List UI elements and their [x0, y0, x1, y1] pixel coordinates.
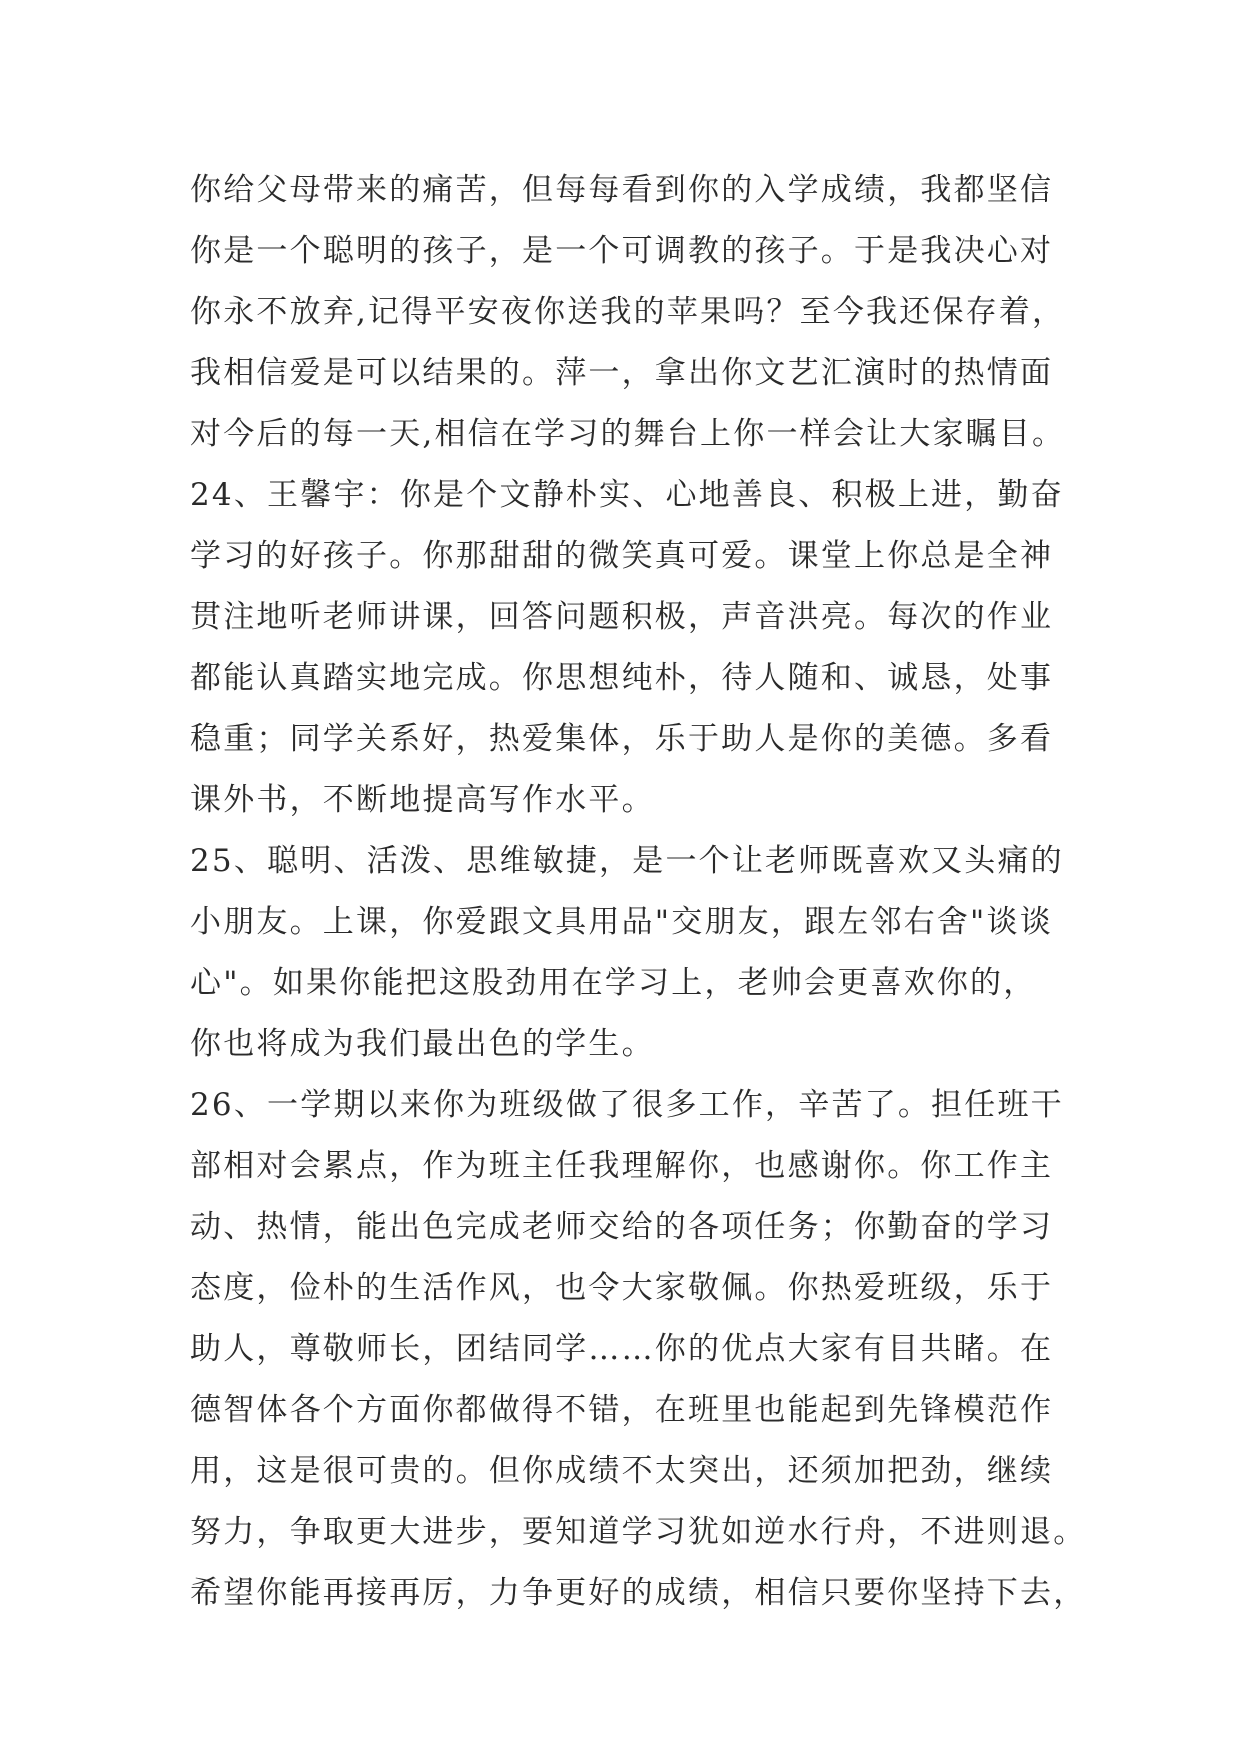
text-line: 24、王馨宇：你是个文静朴实、心地善良、积极上进，勤奋	[190, 477, 1064, 513]
text-line: 用，这是很可贵的。但你成绩不太突出，还须加把劲，继续	[190, 1453, 1054, 1489]
text-line: 课外书，不断地提高写作水平。	[190, 782, 655, 818]
text-line: 我相信爱是可以结果的。萍一，拿出你文艺汇演时的热情面	[190, 355, 1054, 391]
text-line: 稳重；同学关系好，热爱集体，乐于助人是你的美德。多看	[190, 721, 1054, 757]
text-line: 25、聪明、活泼、思维敏捷，是一个让老师既喜欢又头痛的	[190, 843, 1064, 879]
text-line: 对今后的每一天,相信在学习的舞台上你一样会让大家瞩目。	[190, 416, 1066, 452]
text-line: 心"。如果你能把这股劲用在学习上，老帅会更喜欢你的，	[190, 965, 1037, 1001]
text-line: 德智体各个方面你都做得不错，在班里也能起到先锋模范作	[190, 1392, 1054, 1428]
body-text	[190, 160, 1087, 1624]
text-line: 你永不放弃,记得平安夜你送我的苹果吗？至今我还保存着，	[190, 294, 1066, 330]
text-line: 学习的好孩子。你那甜甜的微笑真可爱。课堂上你总是全神	[190, 538, 1054, 574]
text-line: 贯注地听老师讲课，回答问题积极，声音洪亮。每次的作业	[190, 599, 1054, 635]
text-line: 26、一学期以来你为班级做了很多工作，辛苦了。担任班干	[190, 1087, 1064, 1123]
text-line: 动、热情，能出色完成老师交给的各项任务；你勤奋的学习	[190, 1209, 1054, 1245]
text-line: 你是一个聪明的孩子，是一个可调教的孩子。于是我决心对	[190, 233, 1054, 269]
text-line: 都能认真踏实地完成。你思想纯朴，待人随和、诚恳，处事	[190, 660, 1054, 696]
text-line: 部相对会累点，作为班主任我理解你，也感谢你。你工作主	[190, 1148, 1054, 1184]
text-line: 小朋友。上课，你爱跟文具用品"交朋友，跟左邻右舍"谈谈	[190, 904, 1053, 940]
text-line: 努力，争取更大进步，要知道学习犹如逆水行舟，不进则退。	[190, 1514, 1087, 1550]
text-line: 你也将成为我们最出色的学生。	[190, 1026, 655, 1062]
text-line: 助人，尊敬师长，团结同学……你的优点大家有目共睹。在	[190, 1331, 1054, 1367]
text-line: 态度，俭朴的生活作风，也令大家敬佩。你热爱班级，乐于	[190, 1270, 1054, 1306]
text-line: 你给父母带来的痛苦，但每每看到你的入学成绩，我都坚信	[190, 172, 1054, 208]
text-line: 希望你能再接再厉，力争更好的成绩，相信只要你坚持下去，	[190, 1575, 1087, 1611]
